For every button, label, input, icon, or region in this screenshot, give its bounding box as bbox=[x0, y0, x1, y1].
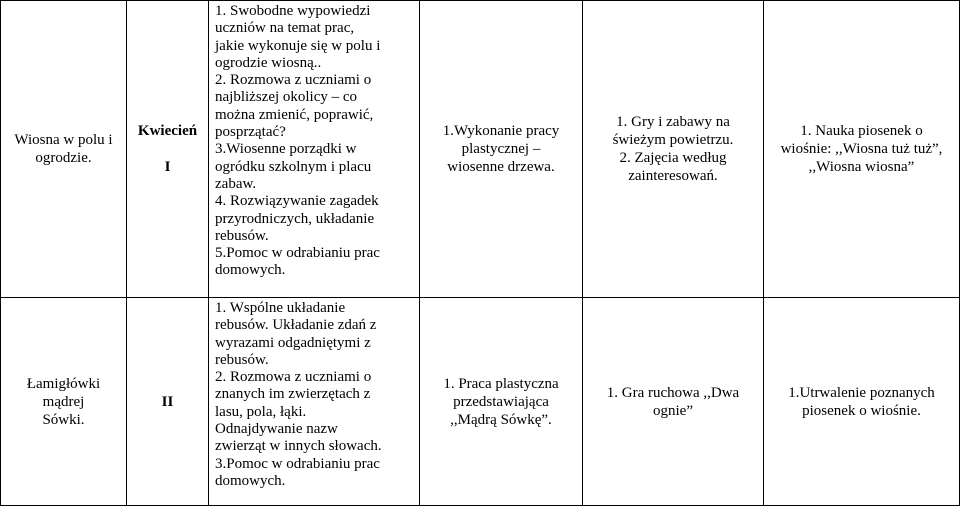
topic-cell: Łamigłówki mądrej Sówki. bbox=[0, 298, 127, 506]
music-cell: 1.Utrwalenie poznanych piosenek o wiośnie. bbox=[764, 298, 960, 506]
topic-cell: Wiosna w polu i ogrodzie. bbox=[0, 0, 127, 298]
discussion-cell: 1. Swobodne wypowiedzi uczniów na temat prac, jakie wykonuje się w polu i ogrodzie wiosną.. 2. Rozmowa z uczniami o najbliższej okolicy – co można zmienić, poprawić, posprzątać? 3.Wiosenne porządki w ogródku szkolnym i placu zabaw. 4. Rozwiązywanie zagadek przyrodniczych, układanie rebusów. 5.Pomoc w odrabianiu prac domowych. bbox=[209, 0, 420, 298]
art-cell: 1.Wykonanie pracy plastycznej – wiosenne drzewa. bbox=[420, 0, 583, 298]
art-cell: 1. Praca plastyczna przedstawiająca ,,Mądrą Sówkę”. bbox=[420, 298, 583, 506]
month-cell: II bbox=[127, 298, 209, 506]
month-cell: Kwiecień I bbox=[127, 0, 209, 298]
music-cell: 1. Nauka piosenek o wiośnie: ,,Wiosna tuż tuż”, ,,Wiosna wiosna” bbox=[764, 0, 960, 298]
games-cell: 1. Gra ruchowa ,,Dwa ognie” bbox=[583, 298, 764, 506]
games-cell: 1. Gry i zabawy na świeżym powietrzu. 2. Zajęcia według zainteresowań. bbox=[583, 0, 764, 298]
discussion-cell: 1. Wspólne układanie rebusów. Układanie zdań z wyrazami odgadniętymi z rebusów. 2. Rozmowa z uczniami o znanych im zwierzętach z lasu, pola, łąki. Odnajdywanie nazw zwierząt w innych słowach. 3.Pomoc w odrabianiu prac domowych. bbox=[209, 298, 420, 506]
